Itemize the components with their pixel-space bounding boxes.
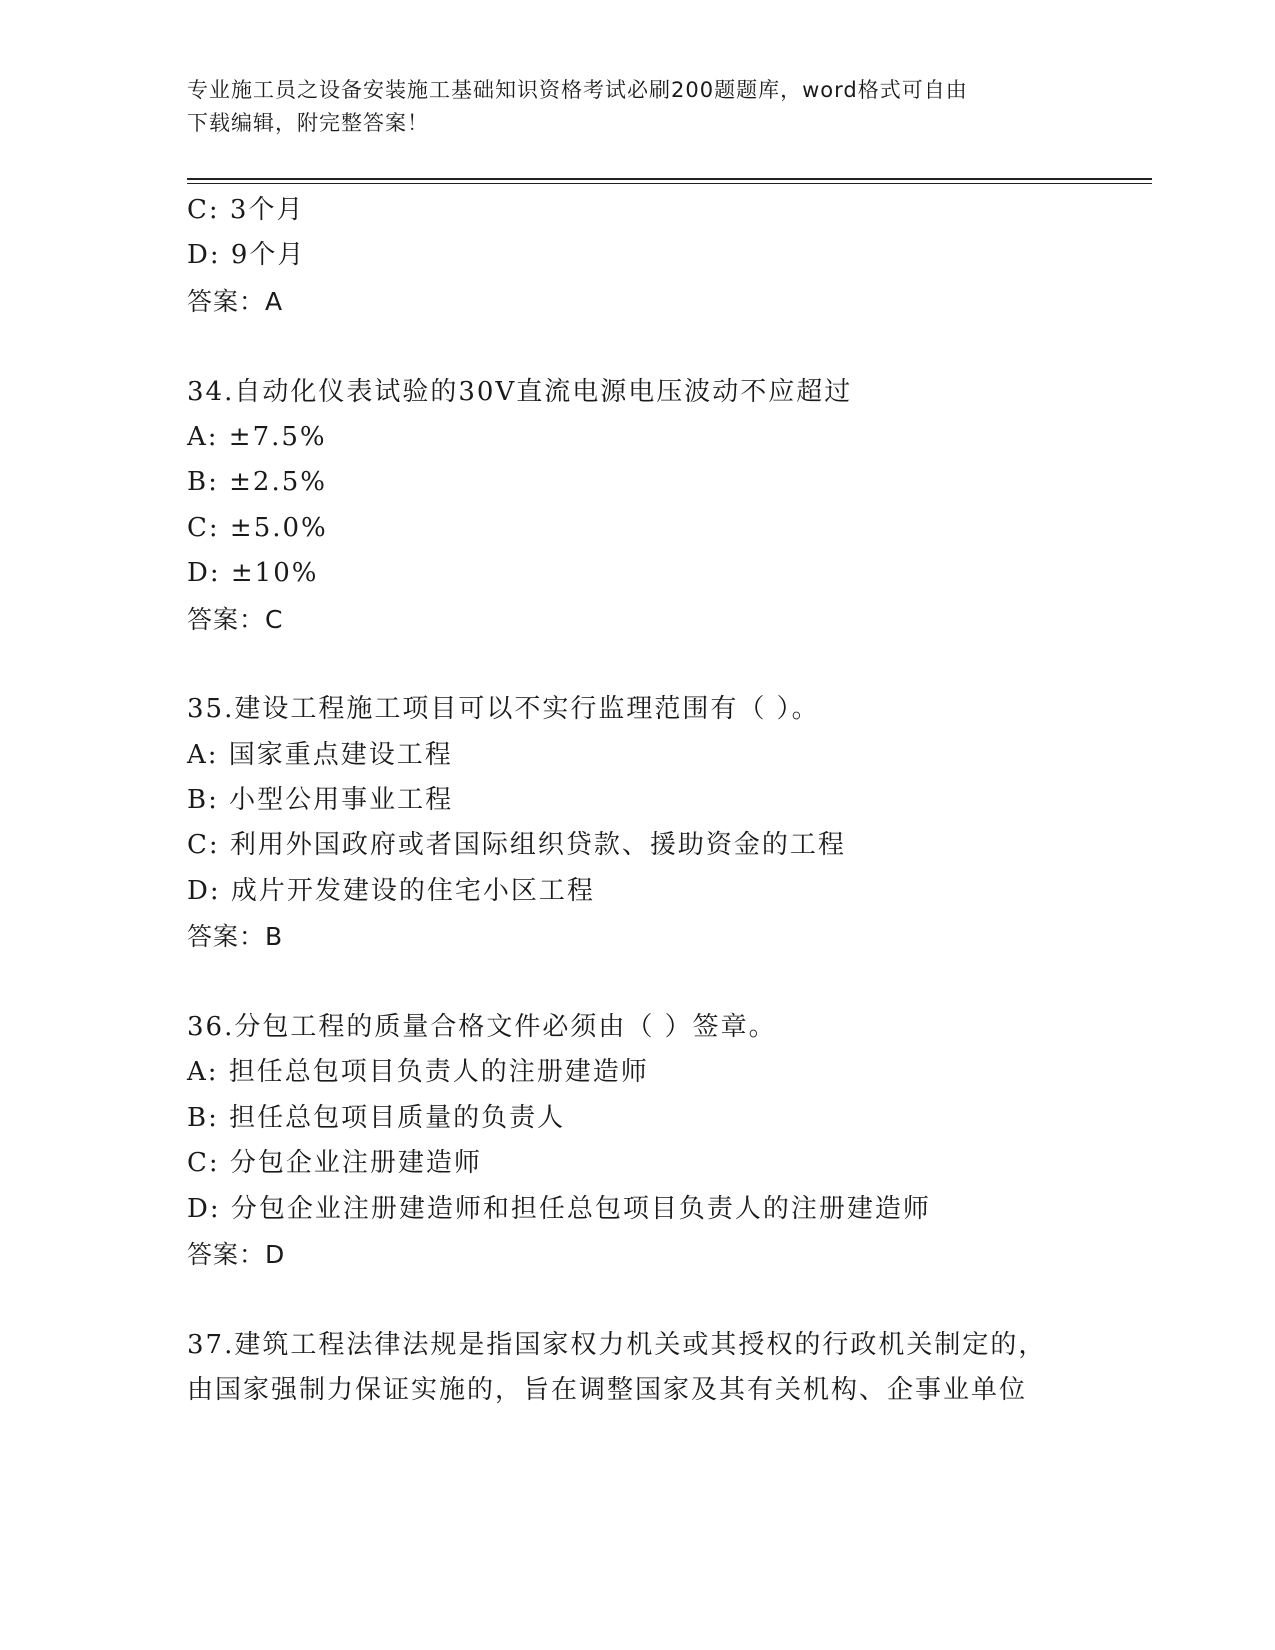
spacer — [187, 1277, 1127, 1322]
q36-question: 36.分包工程的质量合格文件必须由（ ）签章。 — [187, 1012, 777, 1043]
q37-question-line-1: 37.建筑工程法律法规是指国家权力机关或其授权的行政机关制定的， — [187, 1329, 1047, 1360]
header-divider-thin — [187, 183, 1152, 184]
q33-option-c: C: 3个月 — [187, 195, 305, 225]
q34-answer: 答案：C — [187, 604, 284, 634]
question-list — [187, 188, 1127, 1414]
q33-option-d: D: 9个月 — [187, 240, 306, 271]
q34-question: 34.自动化仪表试验的30V直流电源电压波动不应超过 — [187, 376, 853, 407]
header-title-line-2: 下载编辑，附完整答案！ — [187, 111, 429, 135]
header-divider-thick — [187, 178, 1152, 180]
q34-option-a: A: ±7.5% — [187, 421, 327, 452]
q34-option-d: D: ±10% — [187, 558, 319, 589]
q36-option-d: D: 分包企业注册建造师和担任总包项目负责人的注册建造师 — [187, 1193, 931, 1224]
q37-question-line-2: 由国家强制力保证实施的，旨在调整国家及其有关机构、企事业单位 — [187, 1375, 1028, 1406]
q34-option-b: B: ±2.5% — [187, 467, 327, 498]
document-header — [187, 74, 1067, 140]
q35-option-c: C: 利用外国政府或者国际组织贷款、援助资金的工程 — [187, 830, 846, 861]
header-title-line-1: 专业施工员之设备安装施工基础知识资格考试必刷200题题库，word格式可自由 — [187, 78, 968, 102]
q35-answer: 答案：B — [187, 922, 284, 952]
q35-option-d: D: 成片开发建设的住宅小区工程 — [187, 875, 595, 906]
q35-option-b: B: 小型公用事业工程 — [187, 785, 454, 816]
q36-option-b: B: 担任总包项目质量的负责人 — [187, 1102, 566, 1133]
q36-answer: 答案：D — [187, 1239, 286, 1269]
q36-option-c: C: 分包企业注册建造师 — [187, 1148, 482, 1179]
spacer — [187, 324, 1127, 369]
spacer — [187, 642, 1127, 687]
q35-option-a: A: 国家重点建设工程 — [187, 739, 453, 770]
q35-question: 35.建设工程施工项目可以不实行监理范围有（ ）。 — [187, 694, 820, 725]
spacer — [187, 960, 1127, 1005]
q36-option-a: A: 担任总包项目负责人的注册建造师 — [187, 1057, 649, 1088]
q33-answer: 答案：A — [187, 286, 284, 316]
q34-option-c: C: ±5.0% — [187, 512, 328, 543]
